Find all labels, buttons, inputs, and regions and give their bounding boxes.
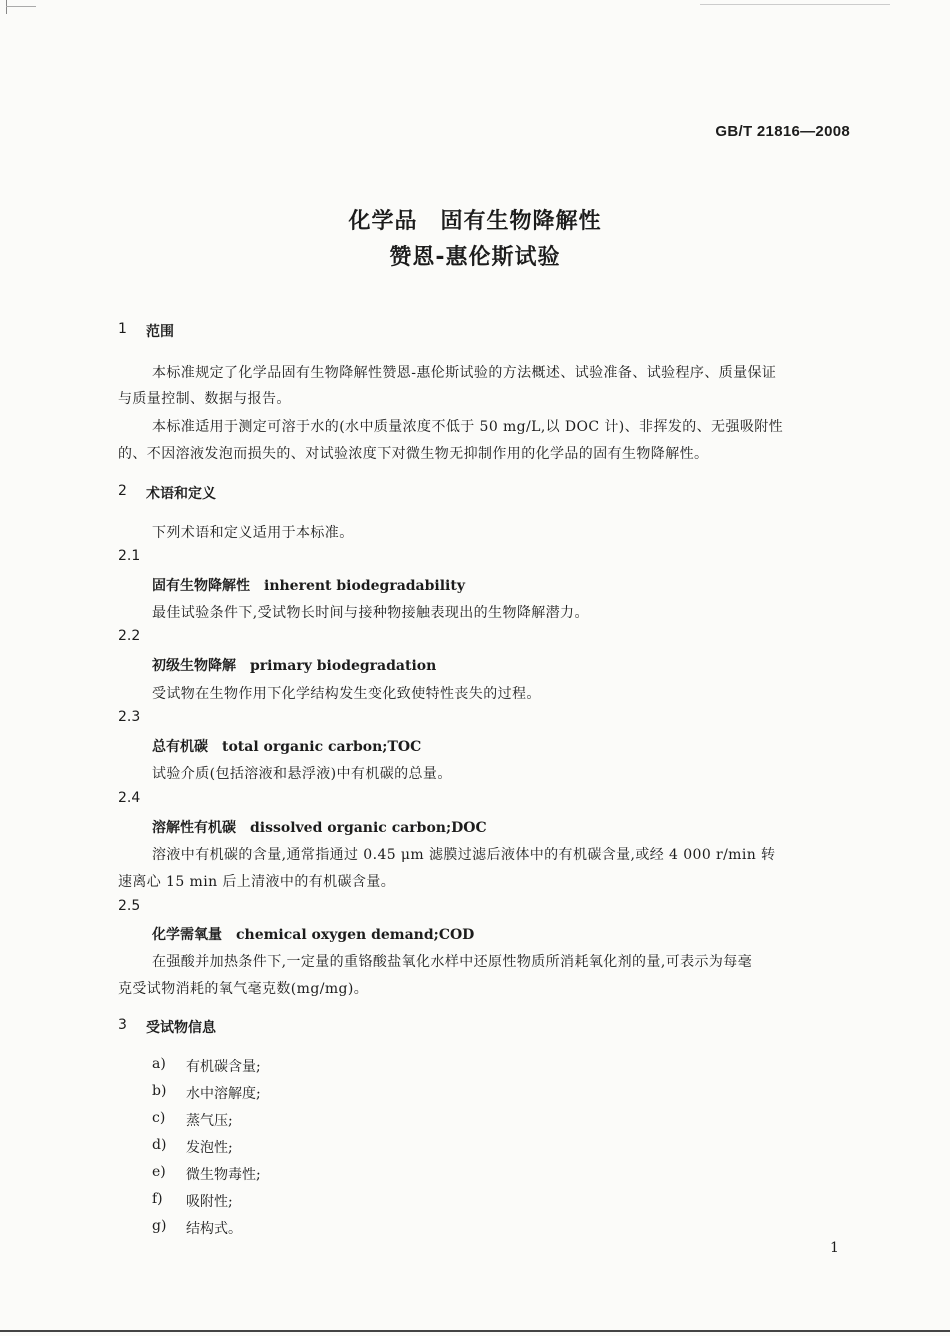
scan-mark	[6, 6, 36, 7]
scan-edge	[0, 1330, 950, 1332]
term-definition: 最佳试验条件下,受试物长时间与接种物接触表现出的生物降解潜力。	[152, 605, 589, 621]
scan-mark	[6, 0, 7, 14]
list-item-label: a)	[152, 1056, 166, 1072]
term-heading: 化学需氧量 chemical oxygen demand;COD	[152, 927, 475, 943]
list-item-label: f)	[152, 1191, 163, 1207]
list-item-label: g)	[152, 1218, 167, 1234]
term-number: 2.5	[118, 898, 141, 914]
section-number: 3	[118, 1017, 127, 1033]
list-item-label: c)	[152, 1110, 166, 1126]
term-number: 2.2	[118, 628, 141, 644]
paragraph-line: 下列术语和定义适用于本标准。	[152, 525, 354, 541]
term-heading: 溶解性有机碳 dissolved organic carbon;DOC	[152, 820, 487, 836]
term-definition: 受试物在生物作用下化学结构发生变化致使特性丧失的过程。	[152, 686, 541, 702]
paragraph-line: 本标准适用于测定可溶于水的(水中质量浓度不低于 50 mg/L,以 DOC 计)、非挥发的、无强吸附性	[152, 419, 784, 435]
list-item: 结构式。	[186, 1221, 242, 1237]
standard-code: GB/T 21816—2008	[715, 123, 850, 140]
paragraph-line: 的、不因溶液发泡而损失的、对试验浓度下对微生物无抑制作用的化学品的固有生物降解性。	[118, 446, 709, 462]
term-definition: 克受试物消耗的氧气毫克数(mg/mg)。	[118, 981, 369, 997]
term-number: 2.3	[118, 709, 141, 725]
list-item: 发泡性;	[186, 1140, 233, 1156]
list-item: 有机碳含量;	[186, 1059, 261, 1075]
term-definition: 试验介质(包括溶液和悬浮液)中有机碳的总量。	[152, 766, 452, 782]
document-title-line1: 化学品 固有生物降解性	[348, 209, 602, 234]
list-item-label: b)	[152, 1083, 167, 1099]
page-number: 1	[830, 1240, 839, 1256]
paragraph-line: 与质量控制、数据与报告。	[118, 391, 291, 407]
term-number: 2.1	[118, 548, 141, 564]
list-item: 吸附性;	[186, 1194, 233, 1210]
term-heading: 固有生物降解性 inherent biodegradability	[152, 578, 465, 594]
term-heading: 总有机碳 total organic carbon;TOC	[152, 739, 422, 755]
paragraph-line: 本标准规定了化学品固有生物降解性赞恩-惠伦斯试验的方法概述、试验准备、试验程序、质量保证	[152, 365, 777, 381]
section-title: 术语和定义	[146, 486, 216, 502]
list-item: 蒸气压;	[186, 1113, 233, 1129]
section-title: 范围	[146, 324, 174, 340]
term-definition: 溶液中有机碳的含量,通常指通过 0.45 μm 滤膜过滤后液体中的有机碳含量,或经 4 000 r/min 转	[152, 847, 776, 863]
section-number: 2	[118, 483, 127, 499]
section-title: 受试物信息	[146, 1020, 216, 1036]
term-heading: 初级生物降解 primary biodegradation	[152, 658, 437, 674]
list-item-label: e)	[152, 1164, 166, 1180]
term-definition: 速离心 15 min 后上清液中的有机碳含量。	[118, 874, 396, 890]
list-item-label: d)	[152, 1137, 167, 1153]
list-item: 微生物毒性;	[186, 1167, 261, 1183]
term-number: 2.4	[118, 790, 141, 806]
section-number: 1	[118, 321, 127, 337]
term-definition: 在强酸并加热条件下,一定量的重铬酸盐氧化水样中还原性物质所消耗氧化剂的量,可表示为每毫	[152, 954, 753, 970]
scan-mark	[700, 4, 890, 5]
list-item: 水中溶解度;	[186, 1086, 261, 1102]
document-title-line2: 赞恩-惠伦斯试验	[389, 245, 561, 270]
